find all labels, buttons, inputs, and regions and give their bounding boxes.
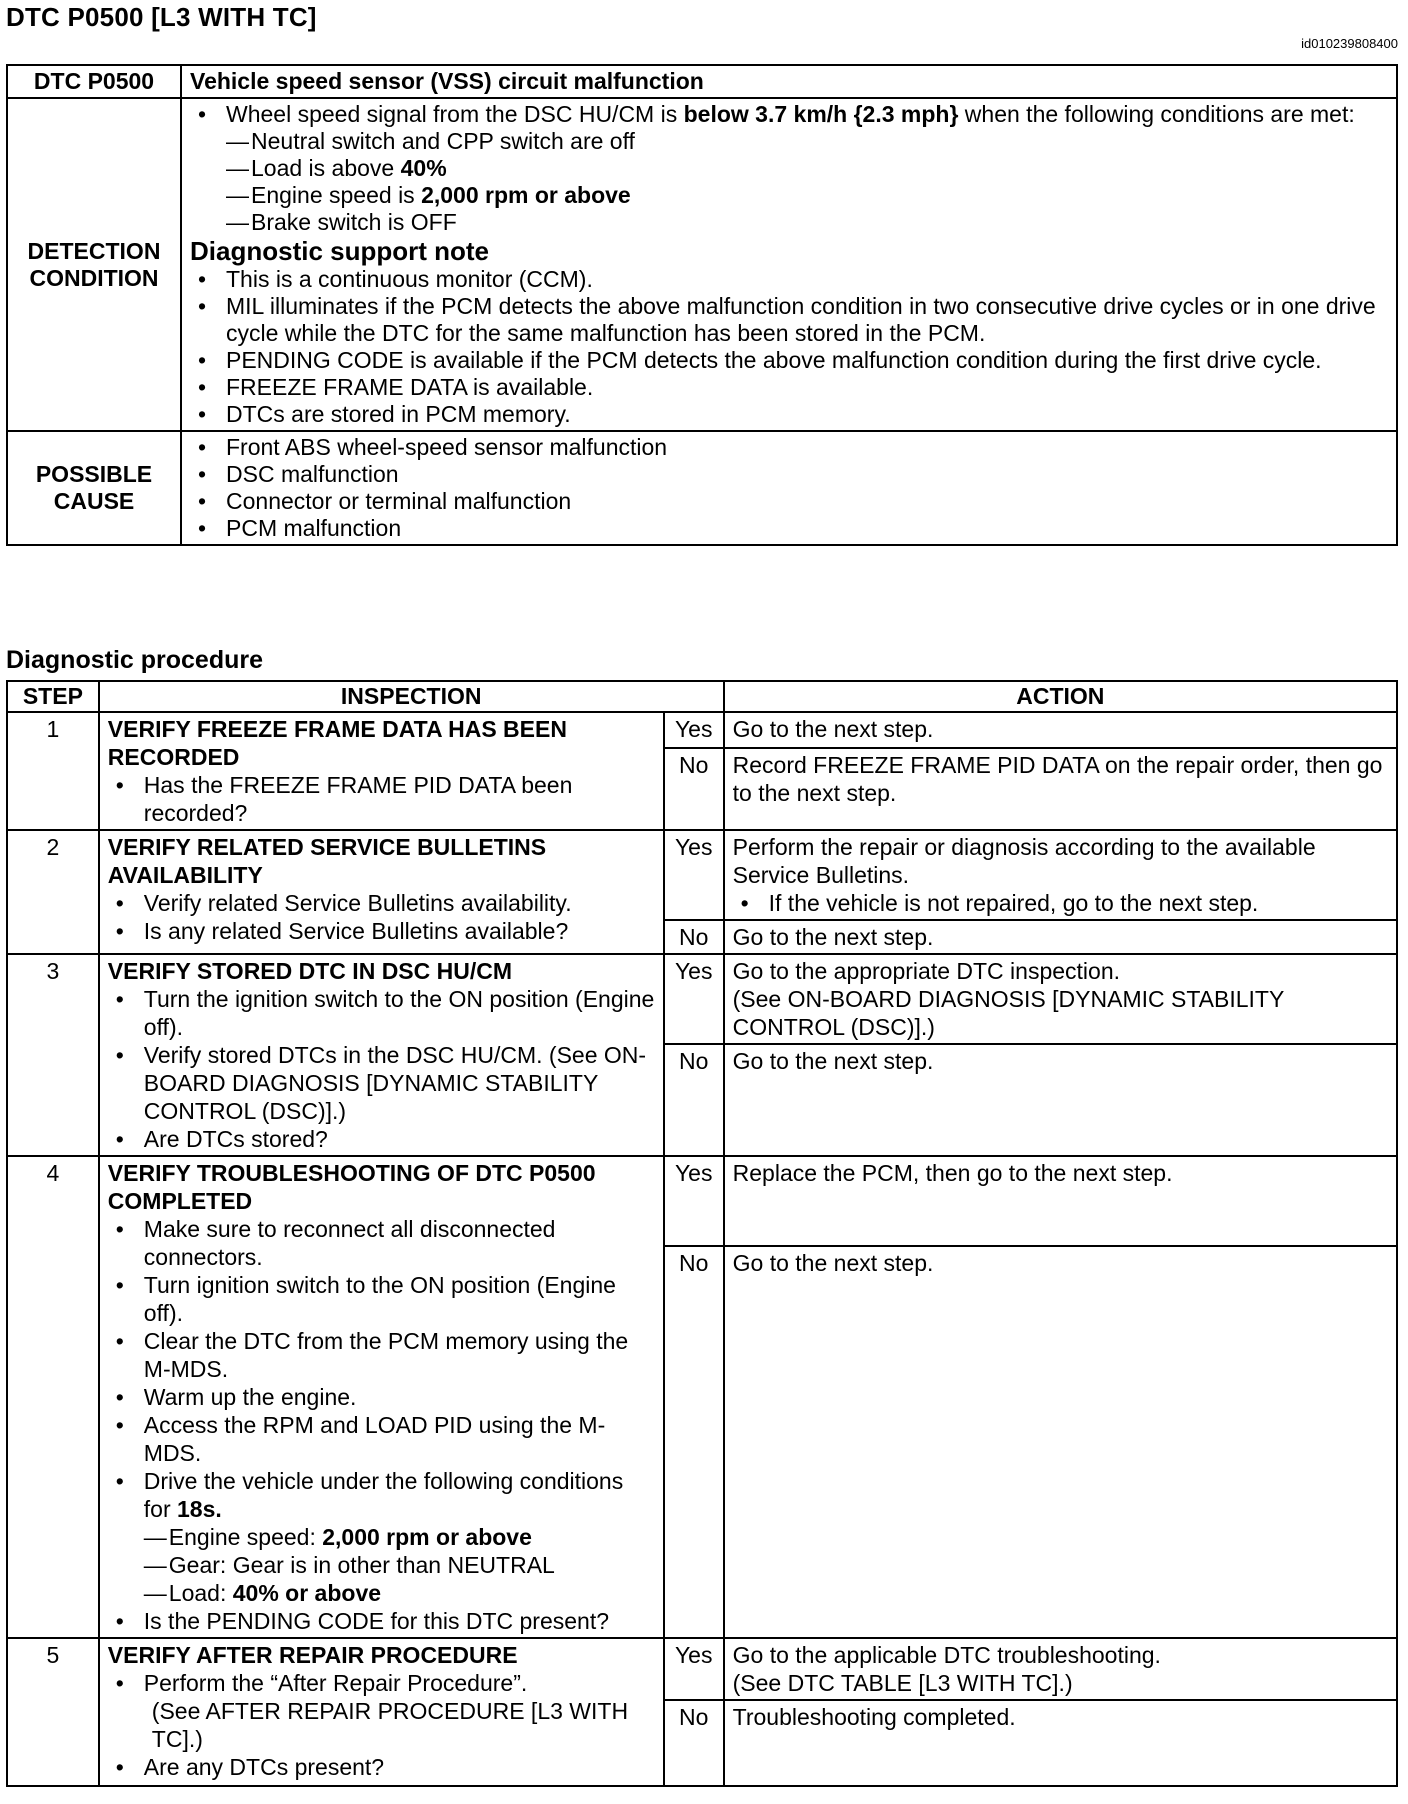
step-inspection	[99, 830, 664, 954]
yes-action-sub-item: • If the vehicle is not repaired, go to the next step.	[769, 889, 1388, 917]
yes-action-reference: (See DTC TABLE [L3 WITH TC].)	[732, 1670, 1073, 1696]
yes-action-text: Go to the appropriate DTC inspection.	[732, 958, 1121, 984]
step-row	[7, 712, 1397, 748]
cause-item: • PCM malfunction	[226, 515, 1388, 542]
step-number: 5	[7, 1638, 99, 1786]
step-item: • Has the FREEZE FRAME PID DATA been recorded?	[144, 771, 655, 827]
no-action: Go to the next step.	[724, 1044, 1397, 1156]
support-note-item: • PENDING CODE is available if the PCM detects the above malfunction condition during the first drive cycle.	[226, 347, 1388, 374]
dtc-summary-table	[6, 64, 1398, 546]
detection-threshold: below 3.7 km/h {2.3 mph}	[683, 101, 959, 127]
step-inspection	[99, 1156, 664, 1638]
no-label: No	[664, 748, 724, 830]
condition-item: — Load is above 40%	[226, 155, 1388, 182]
yes-action: Replace the PCM, then go to the next step.	[724, 1156, 1397, 1246]
step-number: 2	[7, 830, 99, 954]
cause-item: • Front ABS wheel-speed sensor malfunction	[226, 434, 1388, 461]
condition-item: — Neutral switch and CPP switch are off	[226, 128, 1388, 155]
yes-action-sub	[733, 889, 1388, 917]
support-note-item: • This is a continuous monitor (CCM).	[226, 266, 1388, 293]
step-item: • Turn the ignition switch to the ON position (Engine off).	[144, 985, 655, 1041]
dtc-header-row	[7, 65, 1397, 98]
step-item: • Perform the “After Repair Procedure”. (See AFTER REPAIR PROCEDURE [L3 WITH TC].)	[144, 1669, 655, 1753]
condition-item: — Engine speed is 2,000 rpm or above	[226, 182, 1388, 209]
step-item: • Verify related Service Bulletins availability.	[144, 889, 655, 917]
step-heading: VERIFY STORED DTC IN DSC HU/CM	[107, 958, 513, 984]
yes-label: Yes	[664, 830, 724, 920]
no-label: No	[664, 920, 724, 954]
no-label: No	[664, 1700, 724, 1786]
step-item: • Access the RPM and LOAD PID using the M-MDS.	[144, 1411, 655, 1467]
detection-list	[190, 101, 1388, 236]
detection-main-tail: when the following conditions are met:	[958, 101, 1355, 127]
procedure-header-row	[7, 681, 1397, 712]
step-heading: VERIFY RELATED SERVICE BULLETINS AVAILABILITY	[107, 834, 547, 888]
yes-action-text: Perform the repair or diagnosis according to the available Service Bulletins.	[732, 834, 1316, 888]
procedure-title: Diagnostic procedure	[6, 646, 263, 674]
detection-condition-label: DETECTION CONDITION	[7, 98, 181, 431]
step-item: • Verify stored DTCs in the DSC HU/CM. (See ON-BOARD DIAGNOSIS [DYNAMIC STABILITY CONTROL (DSC)].)	[144, 1041, 655, 1125]
step-item: • Warm up the engine.	[144, 1383, 655, 1411]
yes-action	[724, 830, 1397, 920]
yes-action	[724, 1638, 1397, 1700]
no-label: No	[664, 1246, 724, 1638]
step-items	[108, 1669, 655, 1781]
step-item: • Is the PENDING CODE for this DTC present?	[144, 1607, 655, 1635]
yes-label: Yes	[664, 712, 724, 748]
support-note-item: • FREEZE FRAME DATA is available.	[226, 374, 1388, 401]
drive-conditions	[144, 1523, 655, 1607]
step-inspection	[99, 954, 664, 1156]
inspection-header: INSPECTION	[99, 681, 724, 712]
step-row	[7, 830, 1397, 920]
step-row	[7, 1638, 1397, 1700]
support-note-list	[190, 266, 1388, 428]
no-action: Go to the next step.	[724, 1246, 1397, 1638]
step-items	[108, 1215, 655, 1635]
step-heading: VERIFY AFTER REPAIR PROCEDURE	[107, 1642, 518, 1668]
possible-cause-label: POSSIBLE CAUSE	[7, 431, 181, 545]
step-number: 1	[7, 712, 99, 830]
support-note-item: • DTCs are stored in PCM memory.	[226, 401, 1388, 428]
step-item: • Are DTCs stored?	[144, 1125, 655, 1153]
step-item: • Turn ignition switch to the ON position (Engine off).	[144, 1271, 655, 1327]
step-header: STEP	[7, 681, 99, 712]
dtc-code: DTC P0500	[7, 65, 181, 98]
step-heading: VERIFY TROUBLESHOOTING OF DTC P0500 COMPLETED	[107, 1160, 596, 1214]
no-action: Go to the next step.	[724, 920, 1397, 954]
condition-item: — Brake switch is OFF	[226, 209, 1388, 236]
step-row	[7, 954, 1397, 1044]
detection-conditions	[226, 128, 1388, 236]
step-number: 4	[7, 1156, 99, 1638]
cause-list	[190, 434, 1388, 542]
cause-item: • DSC malfunction	[226, 461, 1388, 488]
detection-main-text: Wheel speed signal from the DSC HU/CM is	[226, 101, 684, 127]
yes-label: Yes	[664, 1638, 724, 1700]
detection-condition-content	[181, 98, 1397, 431]
yes-action: Go to the next step.	[724, 712, 1397, 748]
yes-action	[724, 954, 1397, 1044]
step-item: • Clear the DTC from the PCM memory using the M-MDS.	[144, 1327, 655, 1383]
support-note-item: • MIL illuminates if the PCM detects the above malfunction condition in two consecutive drive cycles or in one drive cycle while the DTC for the same malfunction has been stored in the PCM.	[226, 293, 1388, 347]
possible-cause-row	[7, 431, 1397, 545]
drive-condition: — Engine speed: 2,000 rpm or above	[144, 1523, 655, 1551]
yes-action-text: Go to the applicable DTC troubleshooting.	[732, 1642, 1161, 1668]
diagnostic-procedure-table	[6, 680, 1398, 1787]
detection-condition-row	[7, 98, 1397, 431]
step-item-reference: (See AFTER REPAIR PROCEDURE [L3 WITH TC].)	[151, 1698, 629, 1752]
step-inspection	[99, 1638, 664, 1786]
step-item: • Make sure to reconnect all disconnected connectors.	[144, 1215, 655, 1271]
page-title: DTC P0500 [L3 WITH TC]	[6, 2, 317, 32]
detection-main	[226, 101, 1388, 236]
step-item: • Drive the vehicle under the following conditions for 18s. — Engine speed: 2,000 rpm or above — Gear: Gear is in other than NEUTRAL — Load: 40% or above	[144, 1467, 655, 1607]
step-number: 3	[7, 954, 99, 1156]
step-items	[108, 771, 655, 827]
action-header: ACTION	[724, 681, 1397, 712]
drive-condition: — Load: 40% or above	[144, 1579, 655, 1607]
yes-action-reference: (See ON-BOARD DIAGNOSIS [DYNAMIC STABILITY CONTROL (DSC)].)	[732, 986, 1284, 1040]
no-action: Record FREEZE FRAME PID DATA on the repair order, then go to the next step.	[724, 748, 1397, 830]
no-label: No	[664, 1044, 724, 1156]
yes-label: Yes	[664, 954, 724, 1044]
drive-condition: — Gear: Gear is in other than NEUTRAL	[144, 1551, 655, 1579]
cause-item: • Connector or terminal malfunction	[226, 488, 1388, 515]
step-items	[108, 889, 655, 945]
yes-label: Yes	[664, 1156, 724, 1246]
step-heading: VERIFY FREEZE FRAME DATA HAS BEEN RECORDED	[107, 716, 567, 770]
step-item: • Is any related Service Bulletins available?	[144, 917, 655, 945]
step-item: • Are any DTCs present?	[144, 1753, 655, 1781]
support-note-title: Diagnostic support note	[190, 236, 489, 266]
step-inspection	[99, 712, 664, 830]
step-items	[108, 985, 655, 1153]
document-id: id010239808400	[1301, 36, 1398, 51]
possible-cause-content	[181, 431, 1397, 545]
no-action: Troubleshooting completed.	[724, 1700, 1397, 1786]
step-row	[7, 1156, 1397, 1246]
dtc-description: Vehicle speed sensor (VSS) circuit malfunction	[181, 65, 1397, 98]
